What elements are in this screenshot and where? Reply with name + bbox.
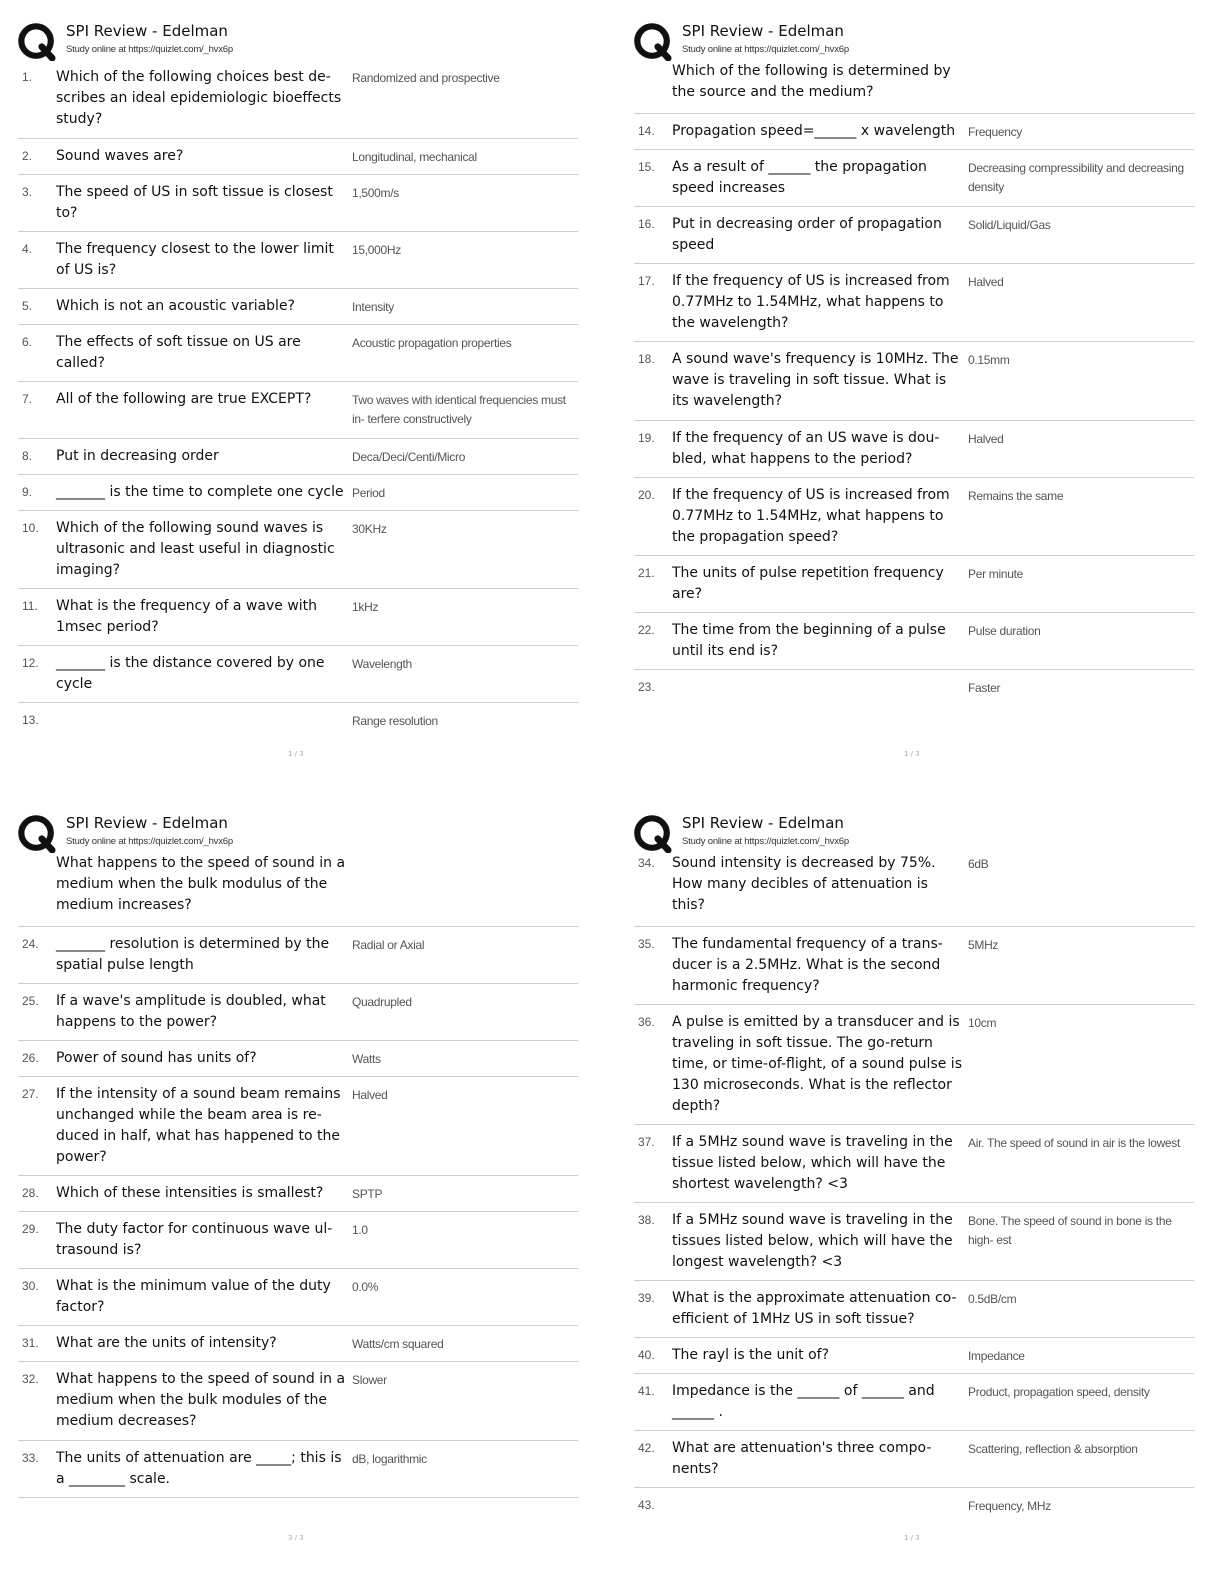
- card-row: [18, 175, 578, 232]
- quizlet-logo-icon: [18, 23, 56, 61]
- card-definition: 1kHz: [352, 600, 379, 614]
- card-row: [634, 927, 1194, 1005]
- flashcard-page-4: [634, 810, 1202, 1580]
- card-row: [18, 475, 578, 511]
- card-definition: Watts: [352, 1052, 381, 1066]
- card-term: Impedance is the ______ of ______ and ______ .: [672, 1383, 935, 1420]
- card-row: [634, 264, 1194, 342]
- card-term: The duty factor for continuous wave ul- trasound is?: [56, 1221, 333, 1258]
- card-definition: 1.0: [352, 1223, 368, 1237]
- card-definition: Decreasing compressibility and decreasing density: [968, 161, 1184, 194]
- card-term: What is the frequency of a wave with 1msec period?: [56, 598, 318, 635]
- card-row: [18, 646, 578, 703]
- card-term: Sound waves are?: [56, 148, 184, 164]
- card-definition: Range resolution: [352, 714, 438, 728]
- card-row: [18, 984, 578, 1041]
- card-number: 17.: [638, 274, 655, 288]
- card-row: [634, 1488, 1194, 1524]
- page-title: SPI Review - Edelman: [682, 22, 844, 40]
- card-term: What is the minimum value of the duty factor?: [56, 1278, 331, 1315]
- card-row: [634, 1431, 1194, 1488]
- card-row: [634, 1338, 1194, 1374]
- card-number: 37.: [638, 1135, 655, 1149]
- card-number: 39.: [638, 1291, 655, 1305]
- card-row: [18, 1269, 578, 1326]
- card-term: What happens to the speed of sound in a medium when the bulk modulus of the medium increases?: [56, 855, 346, 913]
- card-term: What are the units of intensity?: [56, 1335, 277, 1351]
- card-term: Power of sound has units of?: [56, 1050, 257, 1066]
- card-definition: Frequency: [968, 125, 1022, 139]
- card-definition: Acoustic propagation properties: [352, 336, 512, 350]
- card-number: 27.: [22, 1087, 39, 1101]
- card-term: What is the approximate attenuation co- efficient of 1MHz US in soft tissue?: [672, 1290, 957, 1327]
- card-definition: Period: [352, 486, 385, 500]
- card-definition: Longitudinal, mechanical: [352, 150, 477, 164]
- card-term: If a wave's amplitude is doubled, what happens to the power?: [56, 993, 326, 1030]
- card-definition: 6dB: [968, 857, 989, 871]
- card-definition: Randomized and prospective: [352, 71, 500, 85]
- card-number: 2.: [22, 149, 33, 163]
- card-number: 18.: [638, 352, 655, 366]
- page-number: 1 / 3: [288, 750, 304, 758]
- card-row: [634, 1005, 1194, 1125]
- card-row: [634, 1374, 1194, 1431]
- card-definition: Halved: [352, 1088, 388, 1102]
- card-term: The fundamental frequency of a trans- ducer is a 2.5MHz. What is the second harmonic frequency?: [672, 936, 943, 994]
- card-definition: Per minute: [968, 567, 1024, 581]
- card-number: 32.: [22, 1372, 39, 1386]
- page-header: [634, 18, 1202, 58]
- card-definition: Frequency, MHz: [968, 1499, 1051, 1513]
- card-row: [18, 1326, 578, 1362]
- card-definition: Pulse duration: [968, 624, 1041, 638]
- card-definition: 1,500m/s: [352, 186, 399, 200]
- flashcard-page-1: [18, 18, 586, 788]
- flashcard-page-2: [634, 18, 1202, 788]
- card-row: [634, 478, 1194, 556]
- card-row: [634, 848, 1194, 927]
- card-definition: dB, logarithmic: [352, 1452, 427, 1466]
- card-definition: Remains the same: [968, 489, 1064, 503]
- page-title: SPI Review - Edelman: [682, 814, 844, 832]
- card-term: _______ is the distance covered by one cycle: [56, 655, 325, 692]
- card-number: 5.: [22, 299, 33, 313]
- card-row: [18, 1041, 578, 1077]
- card-row-continued: [634, 56, 1194, 114]
- card-definition: SPTP: [352, 1187, 383, 1201]
- card-definition: 10cm: [968, 1016, 997, 1030]
- card-number: 30.: [22, 1279, 39, 1293]
- card-number: 1.: [22, 70, 33, 84]
- card-row: [634, 1281, 1194, 1338]
- card-row: [18, 139, 578, 175]
- card-term: All of the following are true EXCEPT?: [56, 391, 312, 407]
- study-online-link[interactable]: Study online at https://quizlet.com/_hvx6p: [682, 44, 849, 55]
- card-row: [634, 1203, 1194, 1281]
- card-definition: 5MHz: [968, 938, 999, 952]
- card-term: What are attenuation's three compo- nents?: [672, 1440, 932, 1477]
- card-definition: 0.5dB/cm: [968, 1292, 1017, 1306]
- card-number: 19.: [638, 431, 655, 445]
- card-definition: Product, propagation speed, density: [968, 1385, 1150, 1399]
- card-definition: 0.15mm: [968, 353, 1010, 367]
- card-definition: Solid/Liquid/Gas: [968, 218, 1051, 232]
- card-row: [18, 703, 578, 739]
- card-definition: Bone. The speed of sound in bone is the high- est: [968, 1214, 1172, 1247]
- card-number: 11.: [22, 599, 38, 613]
- card-term: The units of pulse repetition frequency are?: [672, 565, 944, 602]
- page-title: SPI Review - Edelman: [66, 814, 228, 832]
- card-row: [18, 1212, 578, 1269]
- card-term: Which of the following choices best de- scribes an ideal epidemiologic bioeffects study?: [56, 69, 342, 127]
- card-number: 38.: [638, 1213, 655, 1227]
- card-row: [634, 150, 1194, 207]
- card-definition: Halved: [968, 275, 1004, 289]
- card-term: Put in decreasing order of propagation speed: [672, 216, 942, 253]
- card-number: 15.: [638, 160, 655, 174]
- card-number: 21.: [638, 566, 655, 580]
- page-number: 1 / 3: [904, 750, 920, 758]
- card-term: As a result of ______ the propagation speed increases: [672, 159, 927, 196]
- card-definition: Faster: [968, 681, 1001, 695]
- page-number: 3 / 3: [288, 1534, 304, 1542]
- card-number: 40.: [638, 1348, 655, 1362]
- card-term: A sound wave's frequency is 10MHz. The wave is traveling in soft tissue. What is its wavelength?: [672, 351, 959, 409]
- card-number: 33.: [22, 1451, 39, 1465]
- card-definition: Wavelength: [352, 657, 412, 671]
- card-number: 43.: [638, 1498, 655, 1512]
- card-row: [634, 613, 1194, 670]
- card-row: [18, 232, 578, 289]
- card-row-continued: [18, 848, 578, 927]
- page-number: 1 / 3: [904, 1534, 920, 1542]
- card-term: Which of these intensities is smallest?: [56, 1185, 324, 1201]
- card-number: 35.: [638, 937, 655, 951]
- card-number: 29.: [22, 1222, 39, 1236]
- card-term: If the frequency of US is increased from 0.77MHz to 1.54MHz, what happens to the wavelength?: [672, 273, 950, 331]
- card-term: Sound intensity is decreased by 75%. How many decibles of attenuation is this?: [672, 855, 936, 913]
- card-number: 7.: [22, 392, 33, 406]
- card-number: 24.: [22, 937, 39, 951]
- card-term: What happens to the speed of sound in a medium when the bulk modules of the medium decreases?: [56, 1371, 346, 1429]
- card-definition: Watts/cm squared: [352, 1337, 444, 1351]
- card-row: [18, 439, 578, 475]
- card-term: The units of attenuation are _____; this is a ________ scale.: [56, 1450, 342, 1487]
- card-number: 41.: [638, 1384, 655, 1398]
- card-number: 16.: [638, 217, 655, 231]
- card-row: [18, 589, 578, 646]
- page-title: SPI Review - Edelman: [66, 22, 228, 40]
- card-number: 26.: [22, 1051, 39, 1065]
- card-term: If the frequency of US is increased from 0.77MHz to 1.54MHz, what happens to the propagation speed?: [672, 487, 950, 545]
- card-definition: Halved: [968, 432, 1004, 446]
- card-row: [18, 927, 578, 984]
- card-term: Which is not an acoustic variable?: [56, 298, 295, 314]
- study-online-link[interactable]: Study online at https://quizlet.com/_hvx6p: [66, 44, 233, 55]
- card-term: The rayl is the unit of?: [672, 1347, 830, 1363]
- card-number: 10.: [22, 521, 39, 535]
- card-row: [634, 114, 1194, 150]
- card-definition: 15,000Hz: [352, 243, 401, 257]
- study-online-link[interactable]: Study online at https://quizlet.com/_hvx6p: [66, 836, 233, 847]
- card-number: 4.: [22, 242, 33, 256]
- card-definition: Air. The speed of sound in air is the lowest: [968, 1136, 1181, 1150]
- card-definition: Two waves with identical frequencies must in- terfere constructively: [352, 393, 566, 426]
- card-number: 25.: [22, 994, 39, 1008]
- card-definition: Deca/Deci/Centi/Micro: [352, 450, 466, 464]
- card-term: A pulse is emitted by a transducer and is traveling in soft tissue. The go-return time, or time-of-flight, of a sound pulse is 130 microseconds. What is the reflector depth?: [672, 1014, 962, 1114]
- card-term: If a 5MHz sound wave is traveling in the tissue listed below, which will have the shortest wavelength? <3: [672, 1134, 953, 1192]
- card-row: [634, 421, 1194, 478]
- card-row: [634, 670, 1194, 706]
- card-row: [18, 1362, 578, 1441]
- card-definition: Radial or Axial: [352, 938, 425, 952]
- card-definition: 30KHz: [352, 522, 387, 536]
- card-definition: Intensity: [352, 300, 394, 314]
- card-definition: Scattering, reflection & absorption: [968, 1442, 1138, 1456]
- page-header: [18, 18, 586, 58]
- card-term: The effects of soft tissue on US are called?: [56, 334, 301, 371]
- card-number: 36.: [638, 1015, 655, 1029]
- card-number: 42.: [638, 1441, 655, 1455]
- card-row: [18, 511, 578, 589]
- card-number: 3.: [22, 185, 33, 199]
- card-row: [634, 1125, 1194, 1203]
- card-number: 34.: [638, 856, 655, 870]
- page-header: [634, 810, 1202, 850]
- card-number: 8.: [22, 449, 33, 463]
- card-definition: Impedance: [968, 1349, 1025, 1363]
- card-term: If a 5MHz sound wave is traveling in the tissues listed below, which will have the longest wavelength? <3: [672, 1212, 953, 1270]
- page-header: [18, 810, 586, 850]
- card-term: _______ resolution is determined by the spatial pulse length: [56, 936, 330, 973]
- card-number: 13.: [22, 713, 39, 727]
- card-number: 6.: [22, 335, 33, 349]
- card-row: [634, 556, 1194, 613]
- card-number: 31.: [22, 1336, 39, 1350]
- card-number: 12.: [22, 656, 39, 670]
- card-number: 9.: [22, 485, 33, 499]
- card-number: 14.: [638, 124, 655, 138]
- card-term: Which of the following sound waves is ultrasonic and least useful in diagnostic imaging?: [56, 520, 335, 578]
- card-definition: Quadrupled: [352, 995, 412, 1009]
- card-term: The frequency closest to the lower limit of US is?: [56, 241, 334, 278]
- card-term: Which of the following is determined by the source and the medium?: [672, 63, 951, 100]
- card-number: 23.: [638, 680, 655, 694]
- card-definition: Slower: [352, 1373, 387, 1387]
- card-row: [18, 289, 578, 325]
- card-row: [18, 1077, 578, 1176]
- card-row: [18, 382, 578, 439]
- card-term: The time from the beginning of a pulse until its end is?: [672, 622, 946, 659]
- card-row: [18, 1176, 578, 1212]
- card-row: [634, 342, 1194, 421]
- card-term: If the frequency of an US wave is dou- bled, what happens to the period?: [672, 430, 940, 467]
- card-row: [634, 207, 1194, 264]
- card-number: 22.: [638, 623, 655, 637]
- card-definition: 0.0%: [352, 1280, 379, 1294]
- card-row: [18, 325, 578, 382]
- card-term: Propagation speed=______ x wavelength: [672, 123, 956, 139]
- card-term: _______ is the time to complete one cycle: [56, 484, 344, 500]
- card-number: 28.: [22, 1186, 39, 1200]
- card-row: [18, 60, 578, 139]
- flashcard-page-3: [18, 810, 586, 1580]
- card-term: If the intensity of a sound beam remains unchanged while the beam area is re- duced in half, what has happened to the power?: [56, 1086, 341, 1165]
- study-online-link[interactable]: Study online at https://quizlet.com/_hvx6p: [682, 836, 849, 847]
- card-row: [18, 1441, 578, 1498]
- card-term: Put in decreasing order: [56, 448, 219, 464]
- card-number: 20.: [638, 488, 655, 502]
- card-term: The speed of US in soft tissue is closest to?: [56, 184, 333, 221]
